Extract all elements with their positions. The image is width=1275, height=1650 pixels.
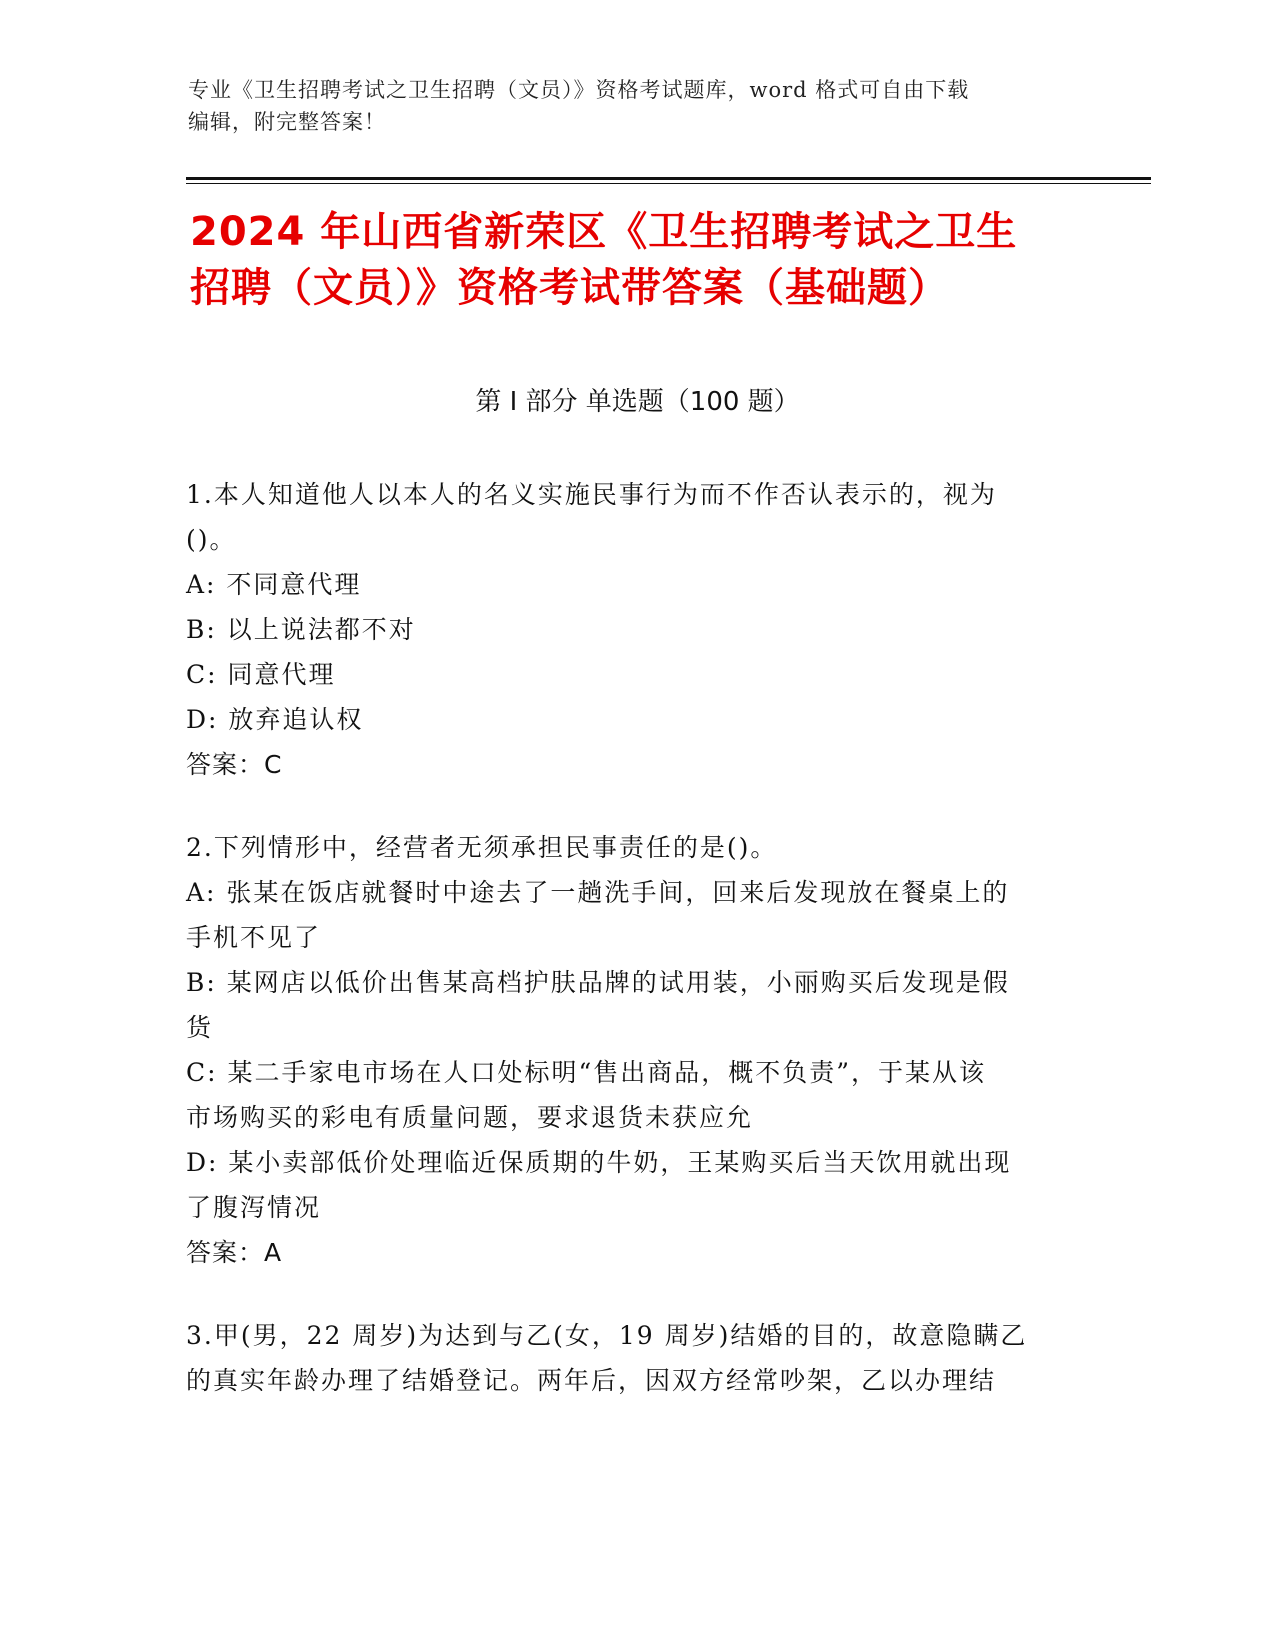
header-note: [188, 74, 1088, 138]
question-3: [186, 1313, 1066, 1403]
document-title: [190, 204, 1090, 316]
answer-label: 答案：A: [186, 1238, 283, 1267]
answer-label: 答案：C: [186, 750, 283, 779]
question-2: [186, 825, 1066, 1275]
question-list: [186, 472, 1066, 1441]
option-c: C: 同意代理: [186, 660, 336, 689]
question-1: [186, 472, 1066, 787]
option-b: B: 以上说法都不对: [186, 615, 416, 644]
question-stem: 2.下列情形中，经营者无须承担民事责任的是()。: [186, 833, 778, 862]
option-b: B: 某网店以低价出售某高档护肤品牌的试用装，小丽购买后发现是假: [186, 968, 1010, 997]
document-title-line: 招聘（文员）》资格考试带答案（基础题）: [190, 265, 949, 311]
document-title-line: 2024 年山西省新荣区《卫生招聘考试之卫生: [190, 209, 1018, 255]
option-d: D: 某小卖部低价处理临近保质期的牛奶，王某购买后当天饮用就出现: [186, 1148, 1012, 1177]
question-stem: 1.本人知道他人以本人的名义实施民事行为而不作否认表示的，视为: [186, 480, 997, 509]
header-divider-thick: [186, 177, 1151, 180]
option-a-continued: 手机不见了: [186, 923, 322, 952]
option-d: D: 放弃追认权: [186, 705, 364, 734]
question-stem: 3.甲(男，22 周岁)为达到与乙(女，19 周岁)结婚的目的，故意隐瞒乙: [186, 1321, 1028, 1350]
question-stem: 的真实年龄办理了结婚登记。两年后，因双方经常吵架，乙以办理结: [186, 1366, 997, 1395]
option-c: C: 某二手家电市场在人口处标明“售出商品，概不负责”，于某从该: [186, 1058, 987, 1087]
option-a: A: 张某在饭店就餐时中途去了一趟洗手间，回来后发现放在餐桌上的: [186, 878, 1010, 907]
header-note-line: 专业《卫生招聘考试之卫生招聘（文员）》资格考试题库，word 格式可自由下载: [188, 78, 970, 102]
option-d-continued: 了腹泻情况: [186, 1193, 322, 1222]
option-a: A: 不同意代理: [186, 570, 362, 599]
question-stem: ()。: [186, 525, 237, 554]
header-note-line: 编辑，附完整答案！: [188, 110, 386, 134]
option-b-continued: 货: [186, 1013, 214, 1042]
option-c-continued: 市场购买的彩电有质量问题，要求退货未获应允: [186, 1103, 754, 1132]
header-divider-thin: [186, 183, 1151, 184]
section-heading: 第 I 部分 单选题（100 题）: [475, 387, 800, 417]
